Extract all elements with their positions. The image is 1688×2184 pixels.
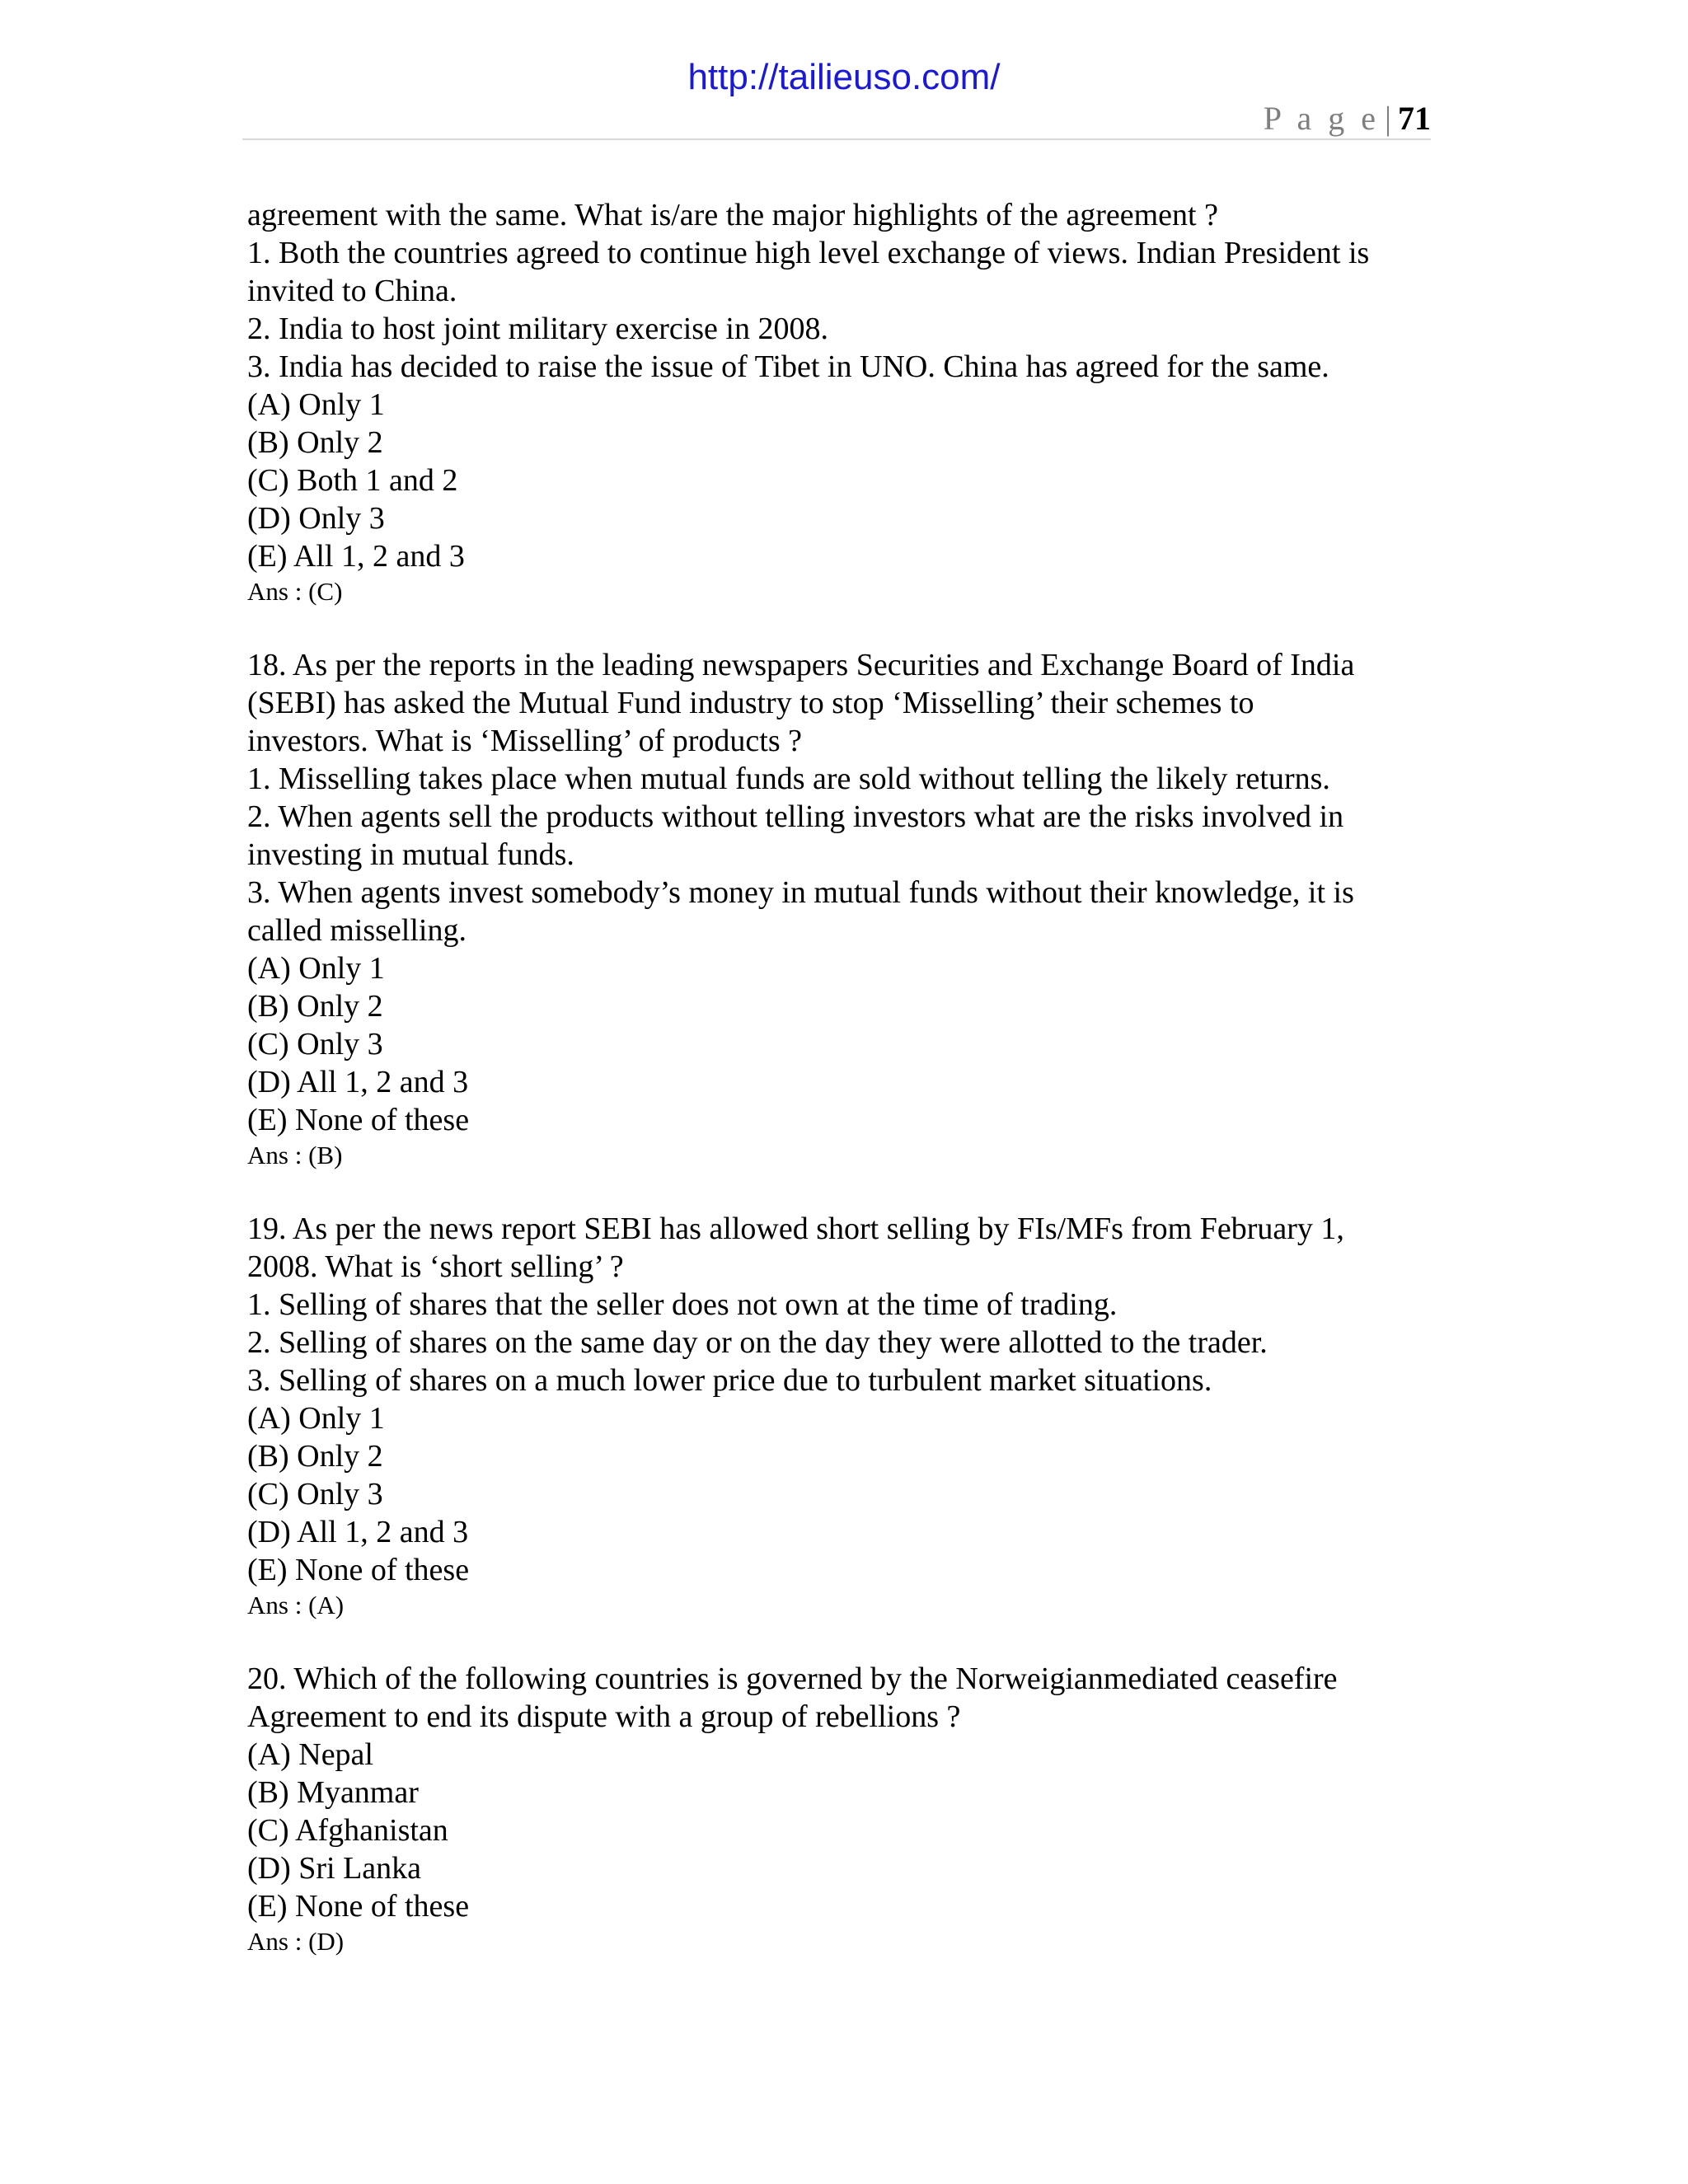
option-line: (B) Only 2 (247, 1439, 383, 1474)
question-text-line: 18. As per the reports in the leading newspapers Securities and Exchange Board of India (247, 648, 1355, 682)
option-line: (D) Sri Lanka (247, 1851, 422, 1886)
question-block (247, 196, 1434, 608)
question-block (247, 1660, 1434, 1958)
option-line: (B) Myanmar (247, 1775, 419, 1810)
option-line: (C) Afghanistan (247, 1813, 448, 1848)
text-line: 2. When agents sell the products without telling investors what are the risks involved in (247, 799, 1344, 834)
option-line: (A) Nepal (247, 1737, 373, 1772)
page-word: P a g e (1263, 100, 1380, 137)
page-number-label (1264, 97, 1431, 140)
answer-line: Ans : (C) (247, 577, 343, 606)
question-text-line: 2008. What is ‘short selling’ ? (247, 1249, 624, 1284)
text-line: 1. Selling of shares that the seller does not own at the time of trading. (247, 1287, 1118, 1322)
text-line: 3. India has decided to raise the issue of Tibet in UNO. China has agreed for the same. (247, 349, 1329, 384)
option-line: (A) Only 1 (247, 387, 385, 422)
option-line: (D) All 1, 2 and 3 (247, 1065, 469, 1099)
text-line: investing in mutual funds. (247, 837, 574, 872)
text-line: called misselling. (247, 913, 467, 948)
option-line: (C) Only 3 (247, 1477, 383, 1511)
question-text-line: 19. As per the news report SEBI has allowed short selling by FIs/MFs from February 1, (247, 1212, 1344, 1246)
option-line: (C) Both 1 and 2 (247, 463, 458, 498)
answer-line: Ans : (B) (247, 1141, 343, 1169)
question-block (247, 646, 1434, 1172)
text-line: 1. Both the countries agreed to continue high level exchange of views. Indian President is (247, 236, 1370, 270)
option-line: (B) Only 2 (247, 425, 383, 460)
text-line: 3. When agents invest somebody’s money in mutual funds without their knowledge, it is (247, 875, 1354, 910)
page-separator: | (1384, 100, 1391, 137)
text-line: 3. Selling of shares on a much lower price due to turbulent market situations. (247, 1363, 1212, 1398)
question-text-line: (SEBI) has asked the Mutual Fund industry to stop ‘Misselling’ their schemes to (247, 686, 1254, 720)
spacer (247, 1172, 1434, 1210)
spacer (247, 1622, 1434, 1660)
option-line: (E) None of these (247, 1103, 470, 1137)
option-line: (D) Only 3 (247, 501, 385, 536)
text-line: 2. Selling of shares on the same day or on the day they were allotted to the trader. (247, 1325, 1268, 1360)
spacer (247, 608, 1434, 646)
question-text-line: Agreement to end its dispute with a group of rebellions ? (247, 1699, 961, 1734)
option-line: (A) Only 1 (247, 951, 385, 986)
question-text-line: 20. Which of the following countries is governed by the Norweigianmediated ceasefire (247, 1661, 1338, 1696)
header-url-link[interactable]: http://tailieuso.com/ (687, 57, 1001, 97)
page-number: 71 (1398, 100, 1431, 137)
option-line: (E) None of these (247, 1889, 470, 1924)
option-line: (D) All 1, 2 and 3 (247, 1515, 469, 1549)
text-line: 1. Misselling takes place when mutual funds are sold without telling the likely returns. (247, 762, 1330, 796)
document-body (247, 196, 1434, 1958)
option-line: (E) All 1, 2 and 3 (247, 539, 465, 574)
text-line: invited to China. (247, 274, 457, 308)
option-line: (A) Only 1 (247, 1401, 385, 1436)
answer-line: Ans : (D) (247, 1927, 345, 1956)
question-block (247, 1210, 1434, 1622)
text-line: agreement with the same. What is/are the major highlights of the agreement ? (247, 198, 1218, 232)
answer-line: Ans : (A) (247, 1591, 345, 1619)
option-line: (B) Only 2 (247, 989, 383, 1024)
option-line: (C) Only 3 (247, 1027, 383, 1062)
question-text-line: investors. What is ‘Misselling’ of products ? (247, 724, 802, 758)
option-line: (E) None of these (247, 1553, 470, 1587)
text-line: 2. India to host joint military exercise in 2008. (247, 312, 828, 346)
header-divider (242, 138, 1431, 140)
